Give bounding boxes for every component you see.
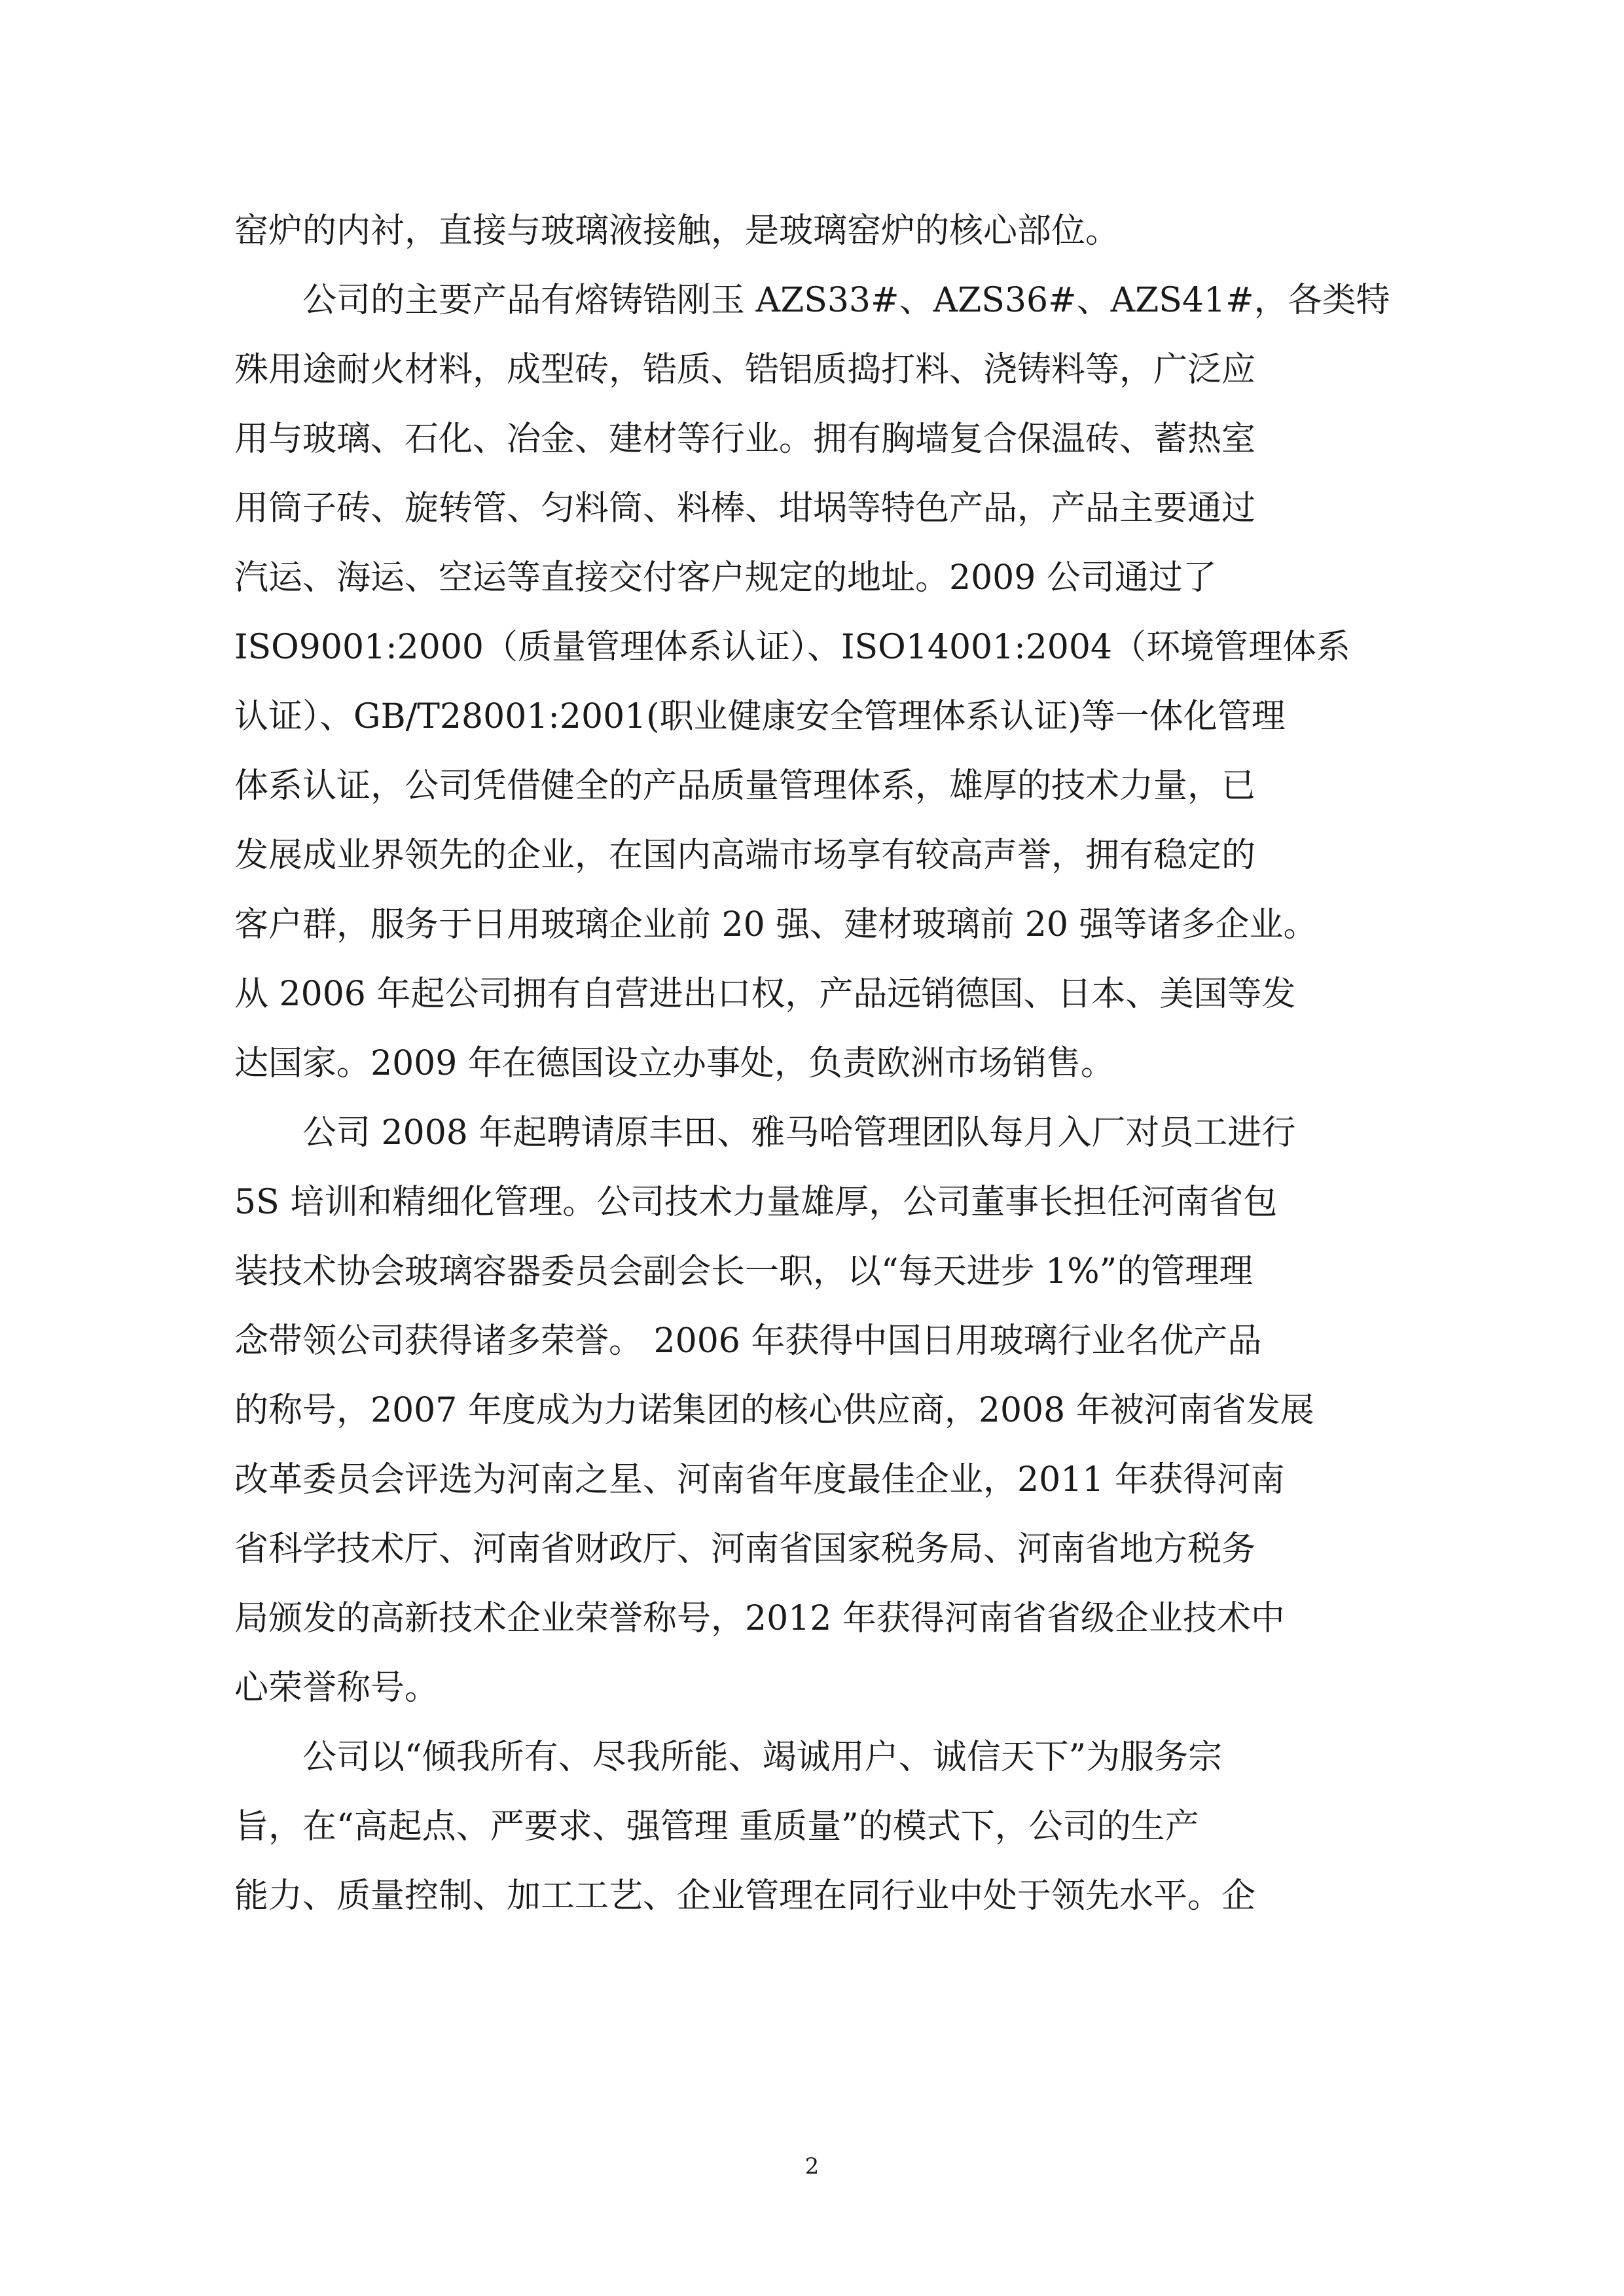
text-line: 能力、质量控制、加工工艺、企业管理在同行业中处于领先水平。企: [234, 1876, 1256, 1916]
text-line: 5S 培训和精细化管理。公司技术力量雄厚，公司董事长担任河南省包: [234, 1183, 1278, 1222]
paragraph-start-line: 公司 2008 年起聘请原丰田、雅马哈管理团队每月入厂对员工进行: [302, 1113, 1296, 1153]
text-line: 局颁发的高新技术企业荣誉称号，2012 年获得河南省省级企业技术中: [234, 1599, 1285, 1638]
text-line: 用与玻璃、石化、冶金、建材等行业。拥有胸墙复合保温砖、蓄热室: [234, 420, 1256, 459]
text-line: 心荣誉称号。: [234, 1668, 439, 1708]
text-line: 装技术协会玻璃容器委员会副会长一职，以“每天进步 1%”的管理理: [234, 1252, 1254, 1291]
text-line: 改革委员会评选为河南之星、河南省年度最佳企业，2011 年获得河南: [234, 1460, 1285, 1499]
paragraph-start-line: 公司的主要产品有熔铸锆刚玉 AZS33#、AZS36#、AZS41#，各类特: [302, 281, 1390, 320]
text-line: 窑炉的内衬，直接与玻璃液接触，是玻璃窑炉的核心部位。: [234, 211, 1120, 251]
page-number: 2: [804, 2153, 820, 2179]
body-text: [234, 196, 1445, 1931]
text-line: 从 2006 年起公司拥有自营进出口权，产品远销德国、日本、美国等发: [234, 975, 1296, 1014]
text-line: 汽运、海运、空运等直接交付客户规定的地址。2009 公司通过了: [234, 558, 1217, 598]
text-line: 用筒子砖、旋转管、匀料筒、料棒、坩埚等特色产品，产品主要通过: [234, 489, 1256, 528]
text-line: 发展成业界领先的企业，在国内高端市场享有较高声誉，拥有稳定的: [234, 836, 1256, 875]
paragraph-start-line: 公司以“倾我所有、尽我所能、竭诚用户、诚信天下”为服务宗: [302, 1738, 1223, 1777]
text-line: 体系认证，公司凭借健全的产品质量管理体系，雄厚的技术力量，已: [234, 766, 1256, 806]
text-line: 省科学技术厅、河南省财政厅、河南省国家税务局、河南省地方税务: [234, 1530, 1256, 1569]
text-line: 殊用途耐火材料，成型砖，锆质、锆铝质捣打料、浇铸料等，广泛应: [234, 350, 1256, 389]
text-line: 旨，在“高起点、严要求、强管理 重质量”的模式下，公司的生产: [234, 1807, 1199, 1846]
text-line: 的称号，2007 年度成为力诺集团的核心供应商，2008 年被河南省发展: [234, 1391, 1314, 1430]
text-line: ISO9001:2000（质量管理体系认证）、ISO14001:2004（环境管理体系: [234, 628, 1351, 667]
text-line: 达国家。2009 年在德国设立办事处，负责欧洲市场销售。: [234, 1044, 1115, 1083]
text-line: 客户群，服务于日用玻璃企业前 20 强、建材玻璃前 20 强等诸多企业。: [234, 905, 1318, 944]
text-line: 认证）、GB/T28001:2001(职业健康安全管理体系认证)等一体化管理: [234, 697, 1286, 736]
text-line: 念带领公司获得诸多荣誉。 2006 年获得中国日用玻璃行业名优产品: [234, 1321, 1262, 1361]
